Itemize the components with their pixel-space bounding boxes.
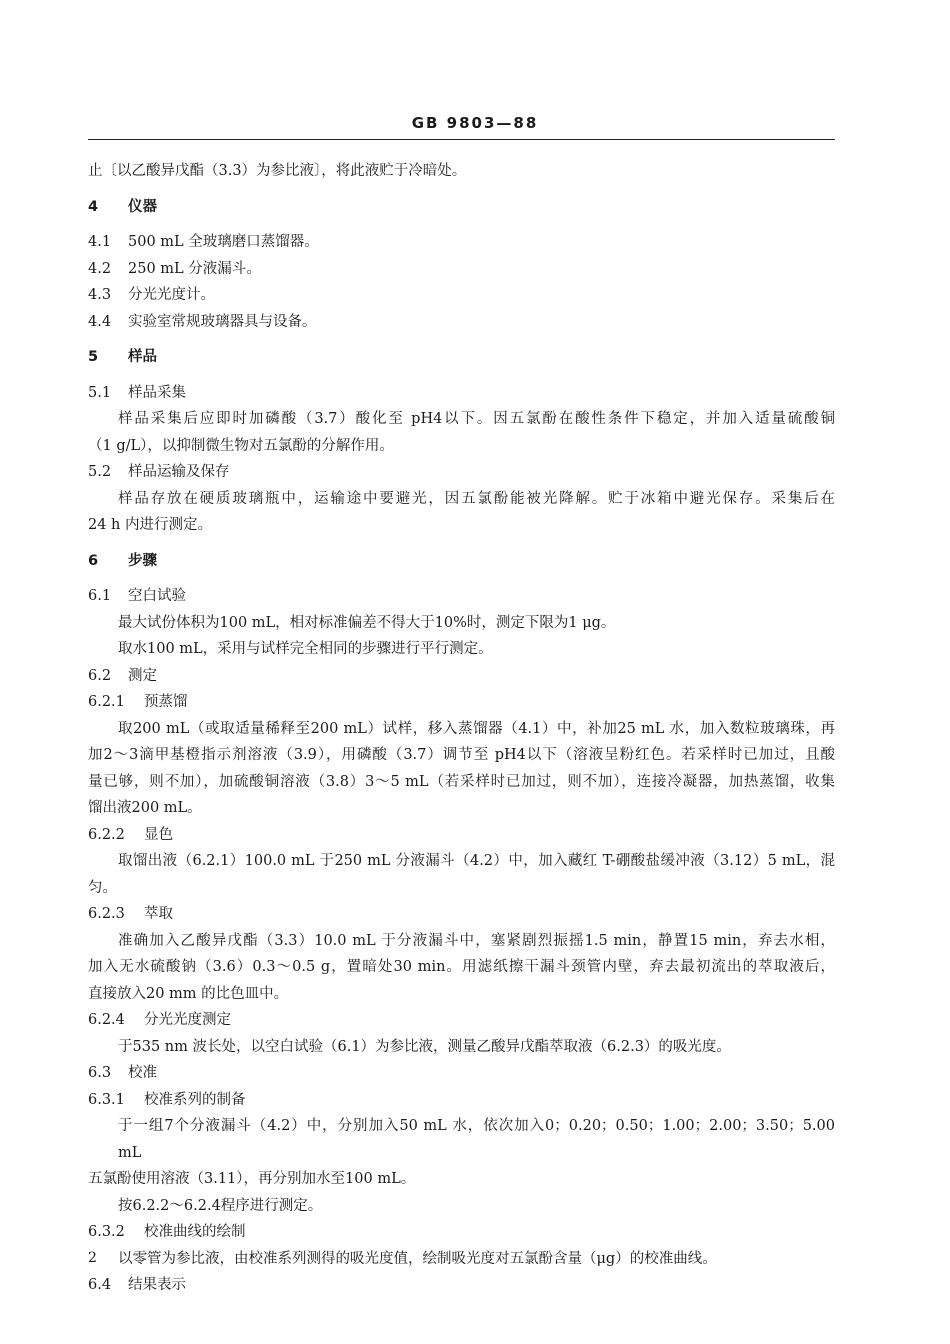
subsection-title: 萃取 <box>144 906 173 922</box>
header-rule <box>88 139 835 140</box>
subsection-title: 样品采集 <box>128 384 186 401</box>
subsection-heading <box>88 1007 835 1034</box>
paragraph-line: 加2～3滴甲基橙指示剂溶液（3.9），用磷酸（3.7）调节至 pH4以下（溶液呈粉红色。若采样时已加过，且酸 <box>88 747 835 763</box>
subsection-heading <box>88 459 835 486</box>
section-number: 5 <box>88 349 99 365</box>
document-header: GB 9803—88 <box>411 114 539 132</box>
section-title: 样品 <box>128 349 157 365</box>
subsection-heading <box>88 1272 835 1299</box>
subsection-title: 分光光度测定 <box>144 1012 231 1028</box>
paragraph-line: 于535 nm 波长处，以空白试验（6.1）为参比液，测量乙酸异戊酯萃取液（6.2.3）的吸光度。 <box>118 1038 731 1055</box>
subsection-title: 结果表示 <box>128 1277 186 1293</box>
subsection-title: 校准系列的制备 <box>144 1091 246 1108</box>
item-number: 4.2 <box>88 260 112 277</box>
section-number: 4 <box>88 198 99 215</box>
subsection-number: 6.2.3 <box>88 906 125 922</box>
paragraph-line: 样品采集后应即时加磷酸（3.7）酸化至 pH4以下。因五氯酚在酸性条件下稳定，并加入适量硫酸铜 <box>118 411 835 427</box>
subsection-title: 显色 <box>144 826 173 843</box>
paragraph-line: 直接放入20 mm 的比色皿中。 <box>88 985 289 1002</box>
subsection-number: 6.2.2 <box>88 826 125 843</box>
paragraph-line: 取200 mL（或取适量稀释至200 mL）试样，移入蒸馏器（4.1）中，补加25 mL 水，加入数粒玻璃珠，再 <box>118 720 835 737</box>
list-item <box>88 229 835 256</box>
paragraph-line: 馏出液200 mL。 <box>88 800 202 816</box>
subsection-title: 校准 <box>128 1065 157 1081</box>
subsection-heading <box>88 1087 835 1114</box>
item-text: 250 mL 分液漏斗。 <box>128 260 261 277</box>
paragraph-line: 准确加入乙酸异戊酯（3.3）10.0 mL 于分液漏斗中，塞紧剧烈振摇1.5 min，静置15 min，弃去水相， <box>118 932 835 949</box>
item-number: 4.4 <box>88 313 112 330</box>
section-6-heading <box>88 548 835 575</box>
subsection-title: 样品运输及保存 <box>128 464 230 480</box>
section-title: 步骤 <box>128 552 157 569</box>
subsection-title: 预蒸馏 <box>144 694 188 710</box>
subsection-title: 空白试验 <box>128 588 186 604</box>
paragraph-line: 止〔以乙酸异戊酯（3.3）为参比液〕，将此液贮于冷暗处。 <box>88 163 467 179</box>
subsection-number: 6.2.1 <box>88 694 125 710</box>
subsection-heading <box>88 1219 835 1246</box>
subsection-title: 校准曲线的绘制 <box>144 1224 246 1240</box>
item-text: 实验室常规玻璃器具与设备。 <box>128 313 317 330</box>
subsection-number: 6.3.1 <box>88 1091 125 1108</box>
item-text: 500 mL 全玻璃磨口蒸馏器。 <box>128 234 319 250</box>
section-5-heading <box>88 344 835 371</box>
subsection-heading <box>88 901 835 928</box>
subsection-number: 5.2 <box>88 464 112 480</box>
list-item <box>88 309 835 336</box>
subsection-number: 6.2 <box>88 667 112 684</box>
paragraph-line: 取馏出液（6.2.1）100.0 mL 于250 mL 分液漏斗（4.2）中，加入藏红 T-硼酸盐缓冲液（3.12）5 mL，混 <box>118 853 835 869</box>
paragraph-line: 加入无水硫酸钠（3.6）0.3～0.5 g，置暗处30 min。用滤纸擦干漏斗颈管内壁，弃去最初流出的萃取液后， <box>88 959 835 975</box>
paragraph-line: 按6.2.2～6.2.4程序进行测定。 <box>118 1197 323 1214</box>
section-number: 6 <box>88 552 99 569</box>
paragraph-line: 五氯酚使用溶液（3.11），再分别加水至100 mL。 <box>88 1171 416 1187</box>
item-number: 4.1 <box>88 234 112 250</box>
item-text: 分光光度计。 <box>128 287 215 303</box>
list-item <box>88 282 835 309</box>
subsection-heading <box>88 380 835 407</box>
subsection-heading <box>88 689 835 716</box>
section-title: 仪器 <box>128 198 157 215</box>
paragraph-line: （1 g/L），以抑制微生物对五氯酚的分解作用。 <box>88 437 394 454</box>
subsection-number: 6.3 <box>88 1065 112 1081</box>
subsection-heading <box>88 1060 835 1087</box>
section-4-heading <box>88 194 835 221</box>
paragraph-line: 量已够，则不加），加硫酸铜溶液（3.8）3～5 mL（若采样时已加过，则不加），连接冷凝器，加热蒸馏，收集 <box>88 773 835 790</box>
paragraph-line: 匀。 <box>88 879 117 896</box>
subsection-heading <box>88 583 835 610</box>
subsection-heading <box>88 663 835 690</box>
subsection-number: 6.4 <box>88 1277 112 1293</box>
paragraph-line: 最大试份体积为100 mL，相对标准偏差不得大于10%时，测定下限为1 μg。 <box>118 614 616 631</box>
subsection-number: 5.1 <box>88 384 112 401</box>
subsection-heading <box>88 822 835 849</box>
list-item <box>88 256 835 283</box>
paragraph-line: 以零管为参比液，由校准系列测得的吸光度值，绘制吸光度对五氯酚含量（μg）的校准曲线。 <box>118 1250 717 1267</box>
subsection-number: 6.3.2 <box>88 1224 125 1240</box>
paragraph-line: 于一组7个分液漏斗（4.2）中，分别加入50 mL 水，依次加入0；0.20；0.50；1.00；2.00；3.50；5.00 mL <box>118 1118 835 1161</box>
subsection-number: 6.2.4 <box>88 1012 125 1028</box>
subsection-title: 测定 <box>128 667 157 684</box>
paragraph-line: 样品存放在硬质玻璃瓶中，运输途中要避光，因五氯酚能被光降解。贮于冰箱中避光保存。采集后在 <box>118 490 835 507</box>
item-number: 4.3 <box>88 287 112 303</box>
paragraph-line: 取水100 mL，采用与试样完全相同的步骤进行平行测定。 <box>118 641 493 657</box>
paragraph-line: 24 h 内进行测定。 <box>88 517 213 533</box>
page-number: 2 <box>88 1250 97 1266</box>
document-body <box>88 158 835 1299</box>
subsection-number: 6.1 <box>88 588 112 604</box>
